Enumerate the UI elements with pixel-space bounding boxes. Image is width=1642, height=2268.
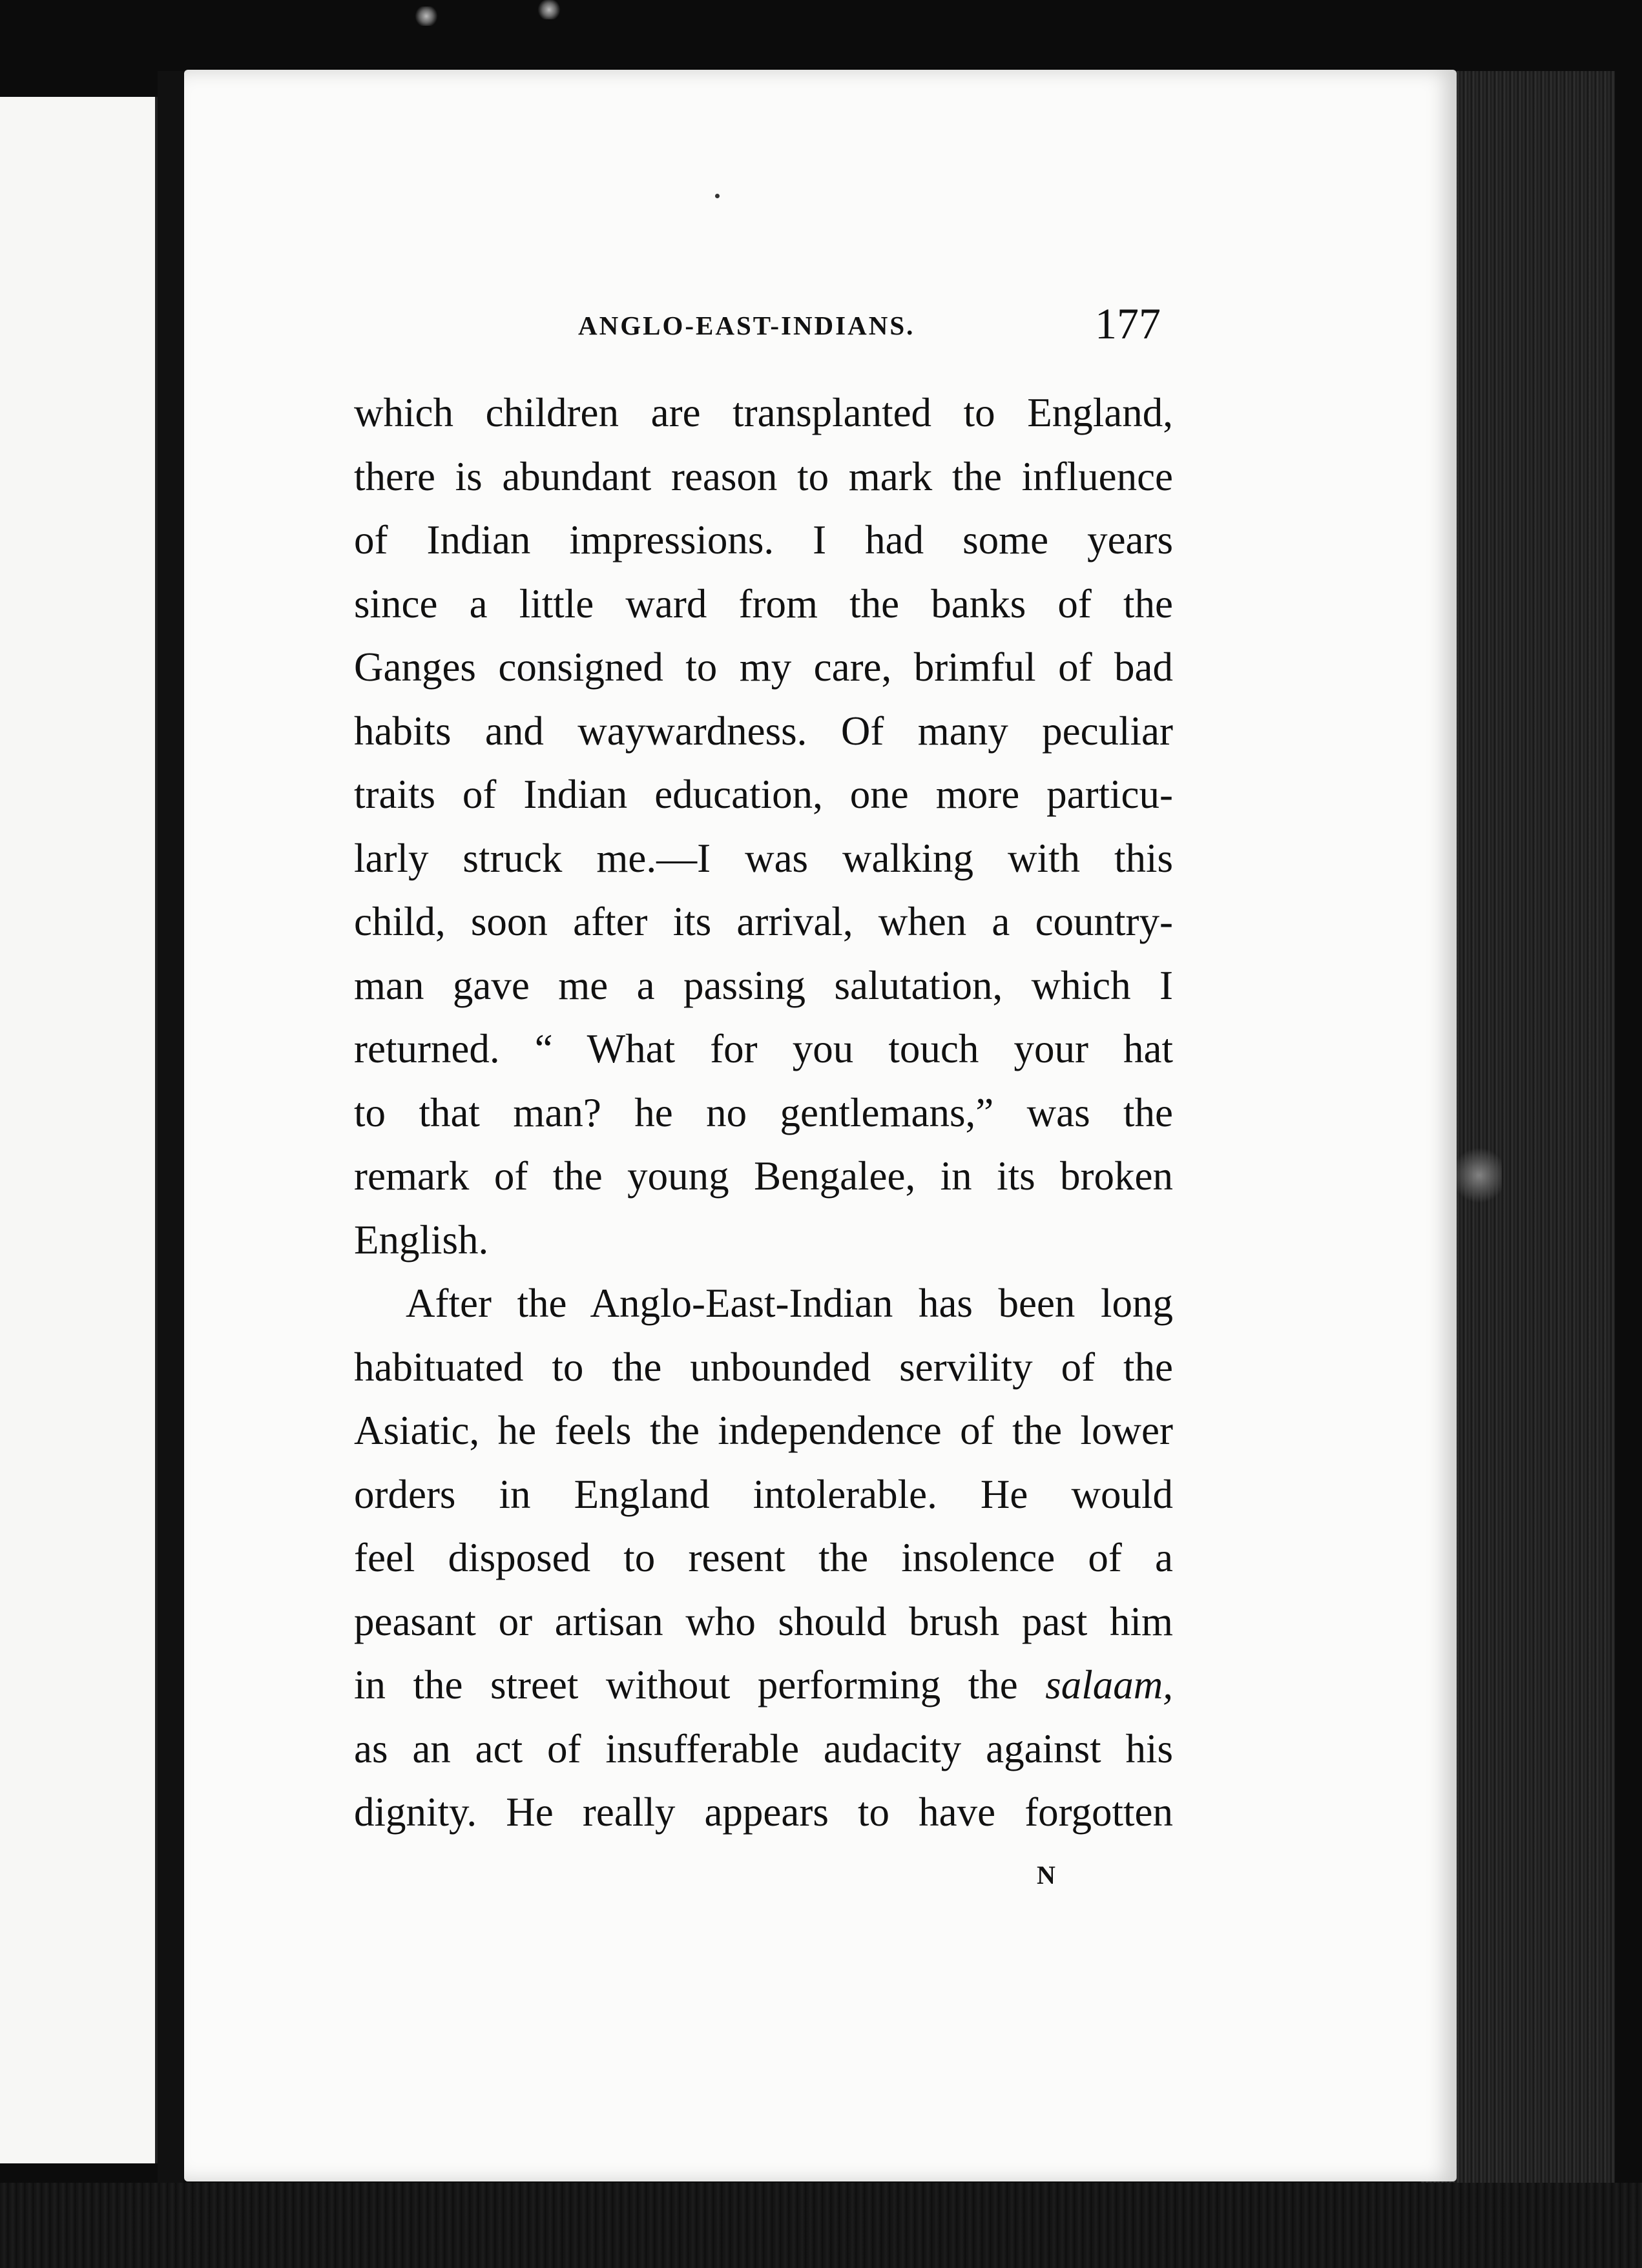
text-line: larly struck me.—I was walking with this xyxy=(354,835,1173,881)
text-line: peasant or artisan who should brush past him xyxy=(354,1598,1173,1644)
book-gutter xyxy=(158,71,183,2202)
text-line: child, soon after its arrival, when a country- xyxy=(354,899,1173,944)
text-line: of Indian impressions. I had some years xyxy=(354,517,1173,562)
scan-artifact xyxy=(413,6,439,26)
text-line: feel disposed to resent the insolence of a xyxy=(354,1535,1173,1580)
page-number: 177 xyxy=(1095,299,1161,348)
italic-word: salaam, xyxy=(1045,1662,1174,1707)
text-line: dignity. He really appears to have forgotten xyxy=(354,1789,1173,1835)
text-line-with-italic xyxy=(354,1653,1173,1717)
text-line: habits and waywardness. Of many peculiar xyxy=(354,708,1173,754)
signature-mark: N xyxy=(1037,1861,1055,1890)
print-speck xyxy=(715,194,720,198)
text-segment: in the street without performing the xyxy=(354,1662,1018,1707)
text-line: English. xyxy=(354,1217,489,1263)
scan-bottom-edge xyxy=(0,2183,1642,2268)
text-line: habituated to the unbounded servility of the xyxy=(354,1344,1173,1390)
text-line: to that man? he no gentlemans,” was the xyxy=(354,1089,1173,1135)
text-line: returned. “ What for you touch your hat xyxy=(354,1026,1173,1071)
text-line: traits of Indian education, one more particu- xyxy=(354,772,1173,817)
text-line: there is abundant reason to mark the influence xyxy=(354,453,1173,499)
body-text xyxy=(354,381,1173,1844)
text-line: since a little ward from the banks of the xyxy=(354,581,1173,626)
stain-mark xyxy=(1457,1143,1502,1208)
text-line: Asiatic, he feels the independence of the lower xyxy=(354,1408,1173,1453)
paragraph-first-line: After the Anglo-East-Indian has been long xyxy=(406,1281,1173,1326)
text-line: Ganges consigned to my care, brimful of bad xyxy=(354,644,1173,690)
text-line: man gave me a passing salutation, which I xyxy=(354,962,1173,1008)
text-line: orders in England intolerable. He would xyxy=(354,1471,1173,1517)
text-line: which children are transplanted to England, xyxy=(354,390,1173,435)
running-head: ANGLO-EAST-INDIANS. xyxy=(578,311,915,340)
facing-page-edge xyxy=(0,97,158,2163)
text-line: as an act of insufferable audacity against his xyxy=(354,1726,1173,1771)
text-line: remark of the young Bengalee, in its broken xyxy=(354,1153,1173,1199)
scan-artifact xyxy=(536,0,562,19)
